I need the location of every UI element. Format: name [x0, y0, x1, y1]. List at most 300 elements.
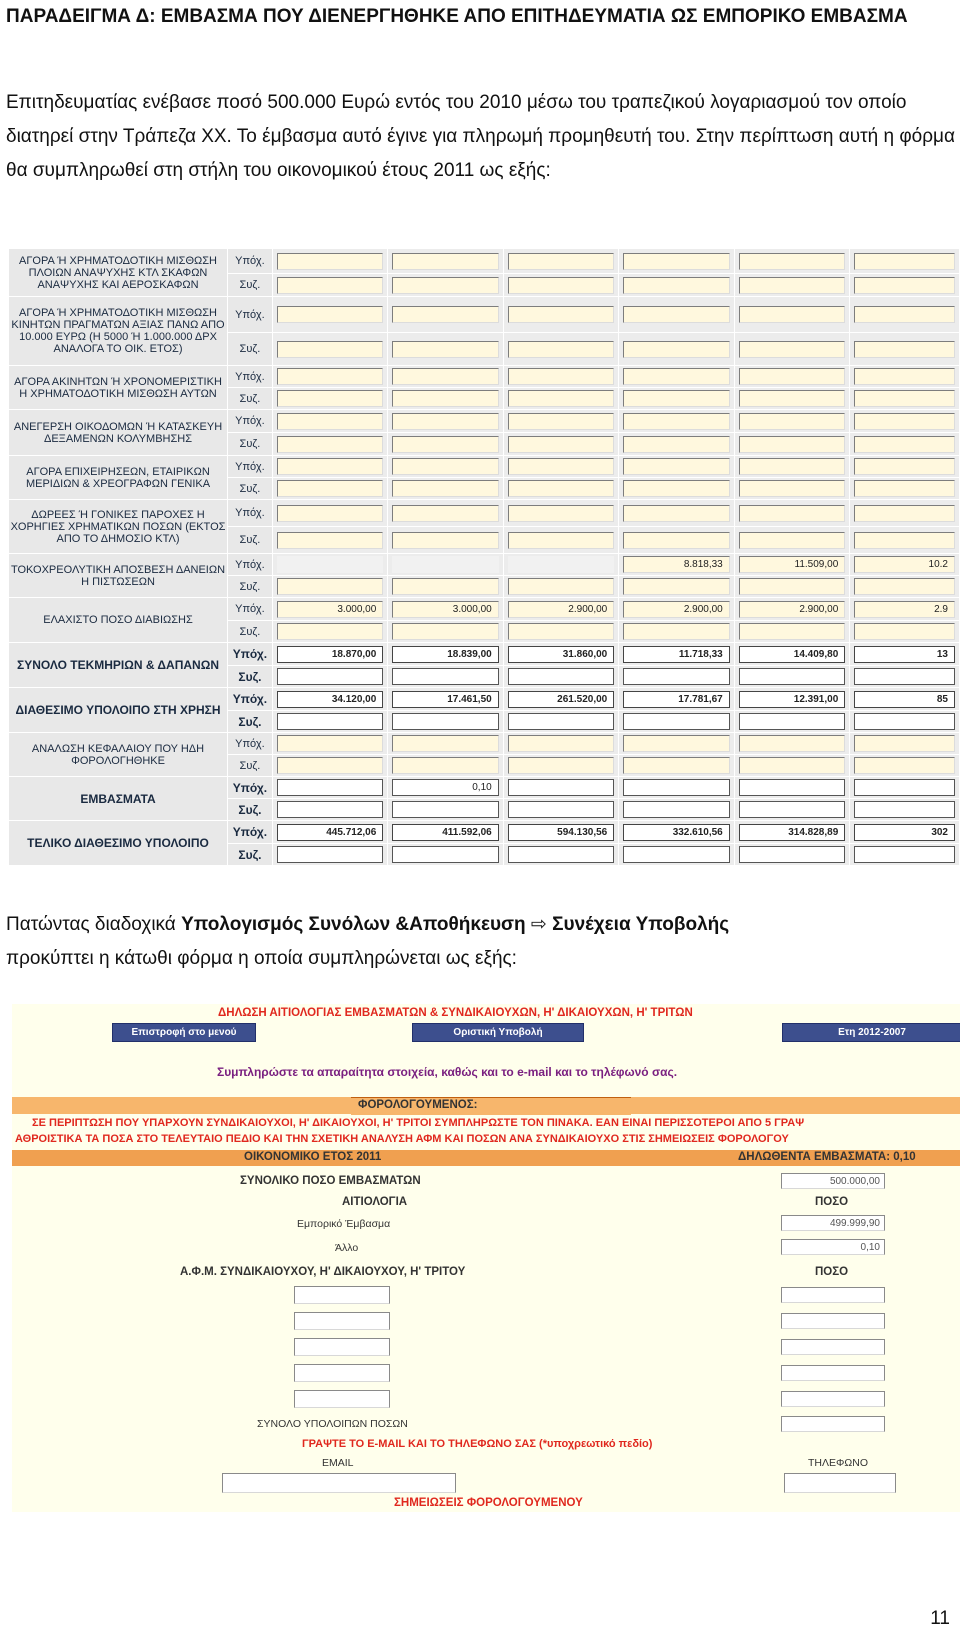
value-cell — [388, 666, 503, 688]
value-input[interactable] — [623, 846, 730, 863]
value-input[interactable] — [739, 532, 846, 549]
value-cell — [388, 500, 503, 527]
value-cell — [388, 733, 503, 755]
value-cell — [850, 366, 960, 388]
value-input[interactable] — [277, 341, 384, 358]
value-input[interactable] — [508, 532, 615, 549]
value-input[interactable] — [277, 368, 384, 385]
value-input[interactable] — [392, 341, 498, 358]
value-input[interactable] — [277, 779, 384, 796]
table-row — [9, 366, 960, 388]
remaining-total-label: ΣΥΝΟΛΟ ΥΠΟΛΟΙΠΩΝ ΠΟΣΩΝ — [257, 1418, 408, 1430]
value-cell — [272, 500, 388, 527]
value-input[interactable] — [392, 556, 498, 573]
value-input[interactable]: 261.520,00 — [508, 691, 615, 708]
value-input[interactable] — [508, 578, 615, 595]
value-input[interactable] — [854, 436, 955, 453]
value-cell — [503, 500, 619, 527]
value-input[interactable] — [854, 368, 955, 385]
value-cell — [272, 478, 388, 500]
value-cell — [272, 598, 388, 621]
value-cell — [850, 688, 960, 711]
value-input[interactable] — [739, 306, 846, 323]
row-label: ΕΜΒΑΣΜΑΤΑ — [9, 777, 228, 821]
value-input[interactable]: 14.409,80 — [739, 646, 846, 663]
value-input[interactable]: 12.391,00 — [739, 691, 846, 708]
value-input[interactable] — [392, 578, 498, 595]
row-label: ΑΓΟΡΑ Ή ΧΡΗΜΑΤΟΔΟΤΙΚΗ ΜΙΣΘΩΣΗ ΚΙΝΗΤΩΝ ΠΡΑΓΜΑΤΩΝ ΑΞΙΑΣ ΠΑΝΩ ΑΠΟ 10.000 ΕΥΡΩ (Η 5000 Ή 1.000.000 ΔΡΧ ΑΝΑΛΟΓΑ ΤΟ ΟΙΚ. ΕΤΟΣ) — [9, 297, 228, 366]
row-label: ΤΟΚΟΧΡΕΟΛΥΤΙΚΗ ΑΠΟΣΒΕΣΗ ΔΑΝΕΙΩΝ Η ΠΙΣΤΩΣΕΩΝ — [9, 554, 228, 598]
value-input[interactable]: 8.818,33 — [623, 556, 730, 573]
value-cell — [388, 274, 503, 297]
value-input[interactable] — [854, 277, 955, 294]
value-input[interactable] — [623, 505, 730, 522]
value-input[interactable]: 17.781,67 — [623, 691, 730, 708]
table-row — [9, 598, 960, 621]
value-input[interactable] — [392, 713, 498, 730]
value-input[interactable] — [508, 713, 615, 730]
value-cell — [388, 711, 503, 733]
taxpayer-label: Υπόχ. — [228, 821, 273, 844]
value-input[interactable]: 11.509,00 — [739, 556, 846, 573]
value-cell — [503, 478, 619, 500]
value-cell — [734, 844, 850, 866]
value-input[interactable] — [508, 779, 615, 796]
value-cell — [619, 821, 735, 844]
value-input[interactable] — [623, 801, 730, 818]
value-cell — [850, 500, 960, 527]
afm-amount-field-1[interactable] — [781, 1287, 885, 1303]
value-input[interactable] — [739, 846, 846, 863]
years-button[interactable]: Ετη 2012-2007 — [782, 1023, 960, 1042]
value-input[interactable] — [277, 846, 384, 863]
value-cell — [388, 755, 503, 777]
value-input[interactable] — [277, 413, 384, 430]
value-input[interactable] — [623, 436, 730, 453]
value-input[interactable] — [854, 341, 955, 358]
value-input[interactable] — [277, 713, 384, 730]
spouse-label: Συζ. — [228, 755, 273, 777]
value-input[interactable] — [739, 801, 846, 818]
afm-header: Α.Φ.Μ. ΣΥΝΔΙΚΑΙΟΥΧΟΥ, Η' ΔΙΚΑΙΟΥΧΟΥ, Η' ΤΡΙΤΟΥ — [180, 1266, 466, 1278]
value-input[interactable]: 3.000,00 — [277, 601, 384, 618]
value-cell — [503, 366, 619, 388]
total-amount-field[interactable]: 500.000,00 — [781, 1173, 885, 1189]
value-input[interactable] — [854, 578, 955, 595]
value-cell — [388, 777, 503, 799]
table-row — [9, 297, 960, 333]
value-input[interactable]: 18.839,00 — [392, 646, 498, 663]
table-row — [9, 456, 960, 478]
value-input[interactable] — [508, 390, 615, 407]
value-cell — [619, 755, 735, 777]
value-input[interactable] — [739, 436, 846, 453]
value-cell — [388, 576, 503, 598]
value-input[interactable]: 3.000,00 — [392, 601, 498, 618]
value-cell — [272, 274, 388, 297]
value-cell — [850, 799, 960, 821]
value-cell — [734, 821, 850, 844]
value-input[interactable] — [623, 735, 730, 752]
value-cell — [272, 456, 388, 478]
spouse-label: Συζ. — [228, 478, 273, 500]
assets-expenses-table — [8, 248, 960, 866]
value-input[interactable]: 10.2 — [854, 556, 955, 573]
value-cell — [272, 733, 388, 755]
value-input[interactable] — [739, 368, 846, 385]
value-input[interactable] — [854, 623, 955, 640]
row-label: ΑΓΟΡΑ ΕΠΙΧΕΙΡΗΣΕΩΝ, ΕΤΑΙΡΙΚΩΝ ΜΕΡΙΔΙΩΝ & ΧΡΕΟΓΡΑΦΩΝ ΓΕΝΙΚΑ — [9, 456, 228, 500]
value-cell — [619, 733, 735, 755]
afm-amount-field-2[interactable] — [781, 1313, 885, 1329]
value-input[interactable] — [739, 253, 846, 270]
value-input[interactable] — [277, 757, 384, 774]
value-input[interactable] — [508, 368, 615, 385]
value-input[interactable]: 13 — [854, 646, 955, 663]
value-input[interactable] — [854, 306, 955, 323]
value-input[interactable] — [277, 390, 384, 407]
value-cell — [619, 410, 735, 433]
email-field[interactable] — [222, 1473, 456, 1493]
value-input[interactable]: 18.870,00 — [277, 646, 384, 663]
value-input[interactable] — [739, 623, 846, 640]
value-input[interactable]: 2.900,00 — [739, 601, 846, 618]
table-row — [9, 410, 960, 433]
value-cell — [272, 755, 388, 777]
value-input[interactable] — [392, 801, 498, 818]
value-input[interactable] — [277, 480, 384, 497]
taxpayer-label: Υπόχ. — [228, 643, 273, 666]
value-cell — [272, 297, 388, 333]
value-cell — [734, 777, 850, 799]
value-input[interactable] — [854, 413, 955, 430]
value-input[interactable] — [277, 458, 384, 475]
value-input[interactable] — [739, 505, 846, 522]
value-cell — [388, 333, 503, 366]
value-input[interactable] — [508, 413, 615, 430]
row-label: ΑΓΟΡΑ ΑΚΙΝΗΤΩΝ Ή ΧΡΟΝΟΜΕΡΙΣΤΙΚΗ Η ΧΡΗΜΑΤΟΔΟΤΙΚΗ ΜΙΣΘΩΣΗ ΑΥΤΩΝ — [9, 366, 228, 410]
value-cell — [850, 733, 960, 755]
row-label: ΕΛΑΧΙΣΤΟ ΠΟΣΟ ΔΙΑΒΙΩΣΗΣ — [9, 598, 228, 643]
value-cell — [734, 755, 850, 777]
value-input[interactable] — [623, 668, 730, 685]
remaining-total-field[interactable] — [781, 1416, 885, 1432]
value-input[interactable] — [508, 253, 615, 270]
taxpayer-name-field — [658, 1098, 960, 1114]
value-cell — [734, 711, 850, 733]
value-input[interactable] — [623, 623, 730, 640]
afm-amount-field-5[interactable] — [781, 1391, 885, 1407]
value-input[interactable] — [739, 341, 846, 358]
value-input[interactable]: 85 — [854, 691, 955, 708]
back-to-menu-button[interactable]: Επιστροφή στο μενού — [112, 1023, 256, 1042]
value-input[interactable]: 2.900,00 — [623, 601, 730, 618]
value-cell — [619, 478, 735, 500]
value-input[interactable] — [854, 458, 955, 475]
value-input[interactable] — [277, 253, 384, 270]
value-cell — [388, 388, 503, 410]
value-input[interactable] — [623, 413, 730, 430]
phone-label: ΤΗΛΕΦΩΝΟ — [808, 1457, 868, 1469]
value-input[interactable] — [392, 253, 498, 270]
value-input[interactable] — [277, 436, 384, 453]
table-row — [9, 249, 960, 274]
value-input[interactable]: 31.860,00 — [508, 646, 615, 663]
value-cell — [503, 274, 619, 297]
value-input[interactable]: 302 — [854, 824, 955, 841]
value-cell — [619, 688, 735, 711]
value-input[interactable] — [392, 436, 498, 453]
value-cell — [619, 527, 735, 554]
continue-submit-action: Συνέχεια Υποβολής — [552, 914, 730, 935]
spouse-label: Συζ. — [228, 576, 273, 598]
value-input[interactable] — [739, 668, 846, 685]
value-cell — [850, 456, 960, 478]
value-input[interactable]: 2.900,00 — [508, 601, 615, 618]
value-cell — [272, 621, 388, 643]
value-input[interactable] — [739, 735, 846, 752]
value-input[interactable] — [854, 735, 955, 752]
value-input[interactable] — [623, 390, 730, 407]
value-input[interactable] — [392, 306, 498, 323]
value-input[interactable] — [392, 532, 498, 549]
amount-2-field[interactable]: 0,10 — [781, 1239, 885, 1255]
value-input[interactable] — [623, 480, 730, 497]
amount-header: ΠΟΣΟ — [815, 1196, 849, 1208]
value-cell — [734, 688, 850, 711]
table-row — [9, 643, 960, 666]
value-input[interactable] — [739, 277, 846, 294]
taxpayer-label: Υπόχ. — [228, 598, 273, 621]
value-cell — [503, 527, 619, 554]
value-input[interactable] — [508, 846, 615, 863]
value-input[interactable] — [392, 668, 498, 685]
value-cell — [503, 410, 619, 433]
value-input[interactable] — [508, 623, 615, 640]
value-input[interactable] — [277, 306, 384, 323]
spouse-label: Συζ. — [228, 844, 273, 866]
value-cell — [619, 500, 735, 527]
value-input[interactable] — [277, 623, 384, 640]
value-cell — [503, 297, 619, 333]
value-input[interactable] — [623, 779, 730, 796]
value-input[interactable] — [508, 458, 615, 475]
value-input[interactable] — [854, 505, 955, 522]
value-input[interactable] — [739, 713, 846, 730]
value-cell — [272, 666, 388, 688]
value-input[interactable] — [623, 458, 730, 475]
value-input[interactable] — [739, 480, 846, 497]
value-input[interactable] — [854, 757, 955, 774]
value-input[interactable] — [392, 757, 498, 774]
table-row — [9, 733, 960, 755]
value-cell — [850, 433, 960, 456]
phone-field[interactable] — [784, 1473, 896, 1493]
value-input[interactable] — [277, 735, 384, 752]
value-cell — [503, 643, 619, 666]
declared-remittances-label: ΔΗΛΩΘΕΝΤΑ ΕΜΒΑΣΜΑΤΑ: 0,10 — [738, 1151, 916, 1163]
value-input[interactable]: 411.592,06 — [392, 824, 498, 841]
value-cell — [619, 274, 735, 297]
row-label: ΣΥΝΟΛΟ ΤΕΚΜΗΡΙΩΝ & ΔΑΠΑΝΩΝ — [9, 643, 228, 688]
value-cell — [503, 333, 619, 366]
value-input[interactable] — [508, 556, 615, 573]
value-input[interactable] — [739, 390, 846, 407]
value-input[interactable] — [623, 253, 730, 270]
final-submit-button[interactable]: Οριστική Υποβολή — [412, 1023, 584, 1042]
value-cell — [388, 621, 503, 643]
value-input[interactable] — [277, 556, 384, 573]
value-input[interactable]: 314.828,89 — [739, 824, 846, 841]
contact-notice: ΓΡΑΨΤΕ ΤΟ E-MAIL ΚΑΙ ΤΟ ΤΗΛΕΦΩΝΟ ΣΑΣ (*υποχρεωτικό πεδίο) — [302, 1438, 653, 1450]
value-input[interactable] — [739, 458, 846, 475]
value-input[interactable]: 11.718,33 — [623, 646, 730, 663]
value-input[interactable] — [854, 801, 955, 818]
value-input[interactable] — [277, 505, 384, 522]
value-input[interactable] — [854, 480, 955, 497]
value-input[interactable] — [392, 277, 498, 294]
value-input[interactable] — [854, 779, 955, 796]
value-cell — [734, 456, 850, 478]
value-input[interactable] — [392, 390, 498, 407]
value-input[interactable]: 445.712,06 — [277, 824, 384, 841]
value-cell — [619, 711, 735, 733]
taxpayer-label: Υπόχ. — [228, 456, 273, 478]
reason-2: Άλλο — [335, 1242, 359, 1254]
amount-1-field[interactable]: 499.999,90 — [781, 1215, 885, 1231]
notice-line-1: ΣΕ ΠΕΡΙΠΤΩΣΗ ΠΟΥ ΥΠΑΡΧΟΥΝ ΣΥΝΔΙΚΑΙΟΥΧΟΙ, Η' ΔΙΚΑΙΟΥΧΟΙ, Η' ΤΡΙΤΟΙ ΣΥΜΠΛΗΡΩΣΤΕ ΤΟΝ ΠΙΝΑΚΑ. ΕΑΝ ΕΙΝΑΙ ΠΕΡΙΣΣΟΤΕΡΟΙ ΑΠΟ 5 ΓΡΑΨ — [32, 1117, 805, 1129]
value-input[interactable] — [739, 413, 846, 430]
value-cell — [734, 576, 850, 598]
value-cell — [619, 777, 735, 799]
afm-field-5[interactable] — [294, 1390, 390, 1408]
value-input[interactable] — [508, 735, 615, 752]
value-input[interactable] — [623, 757, 730, 774]
value-input[interactable] — [854, 846, 955, 863]
value-cell — [850, 598, 960, 621]
value-input[interactable] — [739, 757, 846, 774]
afm-field-2[interactable] — [294, 1312, 390, 1330]
value-input[interactable] — [854, 253, 955, 270]
value-input[interactable] — [392, 623, 498, 640]
taxpayer-label: Υπόχ. — [228, 249, 273, 274]
value-input[interactable] — [392, 505, 498, 522]
value-input[interactable]: 34.120,00 — [277, 691, 384, 708]
value-input[interactable] — [854, 532, 955, 549]
value-input[interactable]: 594.130,56 — [508, 824, 615, 841]
value-cell — [503, 688, 619, 711]
taxpayer-label: Υπόχ. — [228, 777, 273, 799]
value-input[interactable] — [508, 801, 615, 818]
value-input[interactable] — [623, 368, 730, 385]
taxpayer-label: Υπόχ. — [228, 366, 273, 388]
row-label: ΔΙΑΘΕΣΙΜΟ ΥΠΟΛΟΙΠΟ ΣΤΗ ΧΡΗΣΗ — [9, 688, 228, 733]
value-input[interactable] — [277, 277, 384, 294]
afm-amount-field-4[interactable] — [781, 1365, 885, 1381]
value-input[interactable] — [392, 458, 498, 475]
value-cell — [272, 433, 388, 456]
value-input[interactable] — [623, 532, 730, 549]
value-cell — [734, 598, 850, 621]
value-input[interactable] — [739, 578, 846, 595]
value-cell — [850, 478, 960, 500]
value-cell — [734, 388, 850, 410]
value-input[interactable] — [508, 757, 615, 774]
value-input[interactable] — [508, 277, 615, 294]
notes-label: ΣΗΜΕΙΩΣΕΙΣ ΦΟΡΟΛΟΓΟΥΜΕΝΟΥ — [394, 1497, 583, 1509]
afm-amount-field-3[interactable] — [781, 1339, 885, 1355]
value-input[interactable] — [854, 390, 955, 407]
value-input[interactable] — [392, 846, 498, 863]
value-cell — [503, 554, 619, 576]
value-input[interactable] — [623, 306, 730, 323]
value-input[interactable] — [508, 480, 615, 497]
taxpayer-label: Υπόχ. — [228, 554, 273, 576]
value-cell — [850, 777, 960, 799]
value-cell — [734, 478, 850, 500]
value-cell — [619, 643, 735, 666]
value-input[interactable] — [623, 277, 730, 294]
value-cell — [734, 621, 850, 643]
value-input[interactable] — [392, 368, 498, 385]
value-input[interactable] — [508, 505, 615, 522]
value-cell — [503, 598, 619, 621]
value-cell — [850, 755, 960, 777]
value-input[interactable] — [623, 578, 730, 595]
value-input[interactable] — [508, 341, 615, 358]
value-cell — [503, 433, 619, 456]
value-input[interactable] — [277, 532, 384, 549]
value-input[interactable] — [392, 480, 498, 497]
value-cell — [619, 249, 735, 274]
value-cell — [272, 527, 388, 554]
value-cell — [388, 297, 503, 333]
value-cell — [850, 388, 960, 410]
taxpayer-label: Υπόχ. — [228, 688, 273, 711]
value-input[interactable] — [623, 341, 730, 358]
value-input[interactable] — [623, 713, 730, 730]
afm-field-1[interactable] — [294, 1286, 390, 1304]
value-input[interactable] — [392, 413, 498, 430]
value-input[interactable] — [739, 779, 846, 796]
value-input[interactable] — [392, 735, 498, 752]
value-input[interactable]: 2.9 — [854, 601, 955, 618]
value-input[interactable]: 17.461,50 — [392, 691, 498, 708]
value-input[interactable]: 332.610,56 — [623, 824, 730, 841]
value-cell — [503, 821, 619, 844]
value-cell — [503, 755, 619, 777]
value-input[interactable] — [854, 713, 955, 730]
value-cell — [388, 643, 503, 666]
value-cell — [850, 711, 960, 733]
value-input[interactable] — [508, 306, 615, 323]
value-cell — [850, 554, 960, 576]
value-input[interactable] — [508, 436, 615, 453]
intro-paragraph: Επιτηδευματίας ενέβασε ποσό 500.000 Ευρώ εντός του 2010 μέσω του τραπεζικού λογαριασμού τον οποίο διατηρεί στην Τράπεζα ΧΧ. Το έμβασμα αυτό έγινε για πληρωμή προμηθευτή του. Στην περίπτωση αυτή η φόρμα θα συμπληρωθεί στη στήλη του οικονομικού έτους 2011 ως εξής: — [6, 92, 955, 181]
value-cell — [619, 366, 735, 388]
value-cell — [388, 688, 503, 711]
value-input[interactable] — [277, 668, 384, 685]
value-input[interactable] — [508, 668, 615, 685]
value-cell — [619, 456, 735, 478]
value-input[interactable] — [277, 801, 384, 818]
value-input[interactable]: 0,10 — [392, 779, 498, 796]
afm-field-3[interactable] — [294, 1338, 390, 1356]
value-cell — [388, 410, 503, 433]
value-input[interactable] — [277, 578, 384, 595]
afm-field-4[interactable] — [294, 1364, 390, 1382]
value-input[interactable] — [854, 668, 955, 685]
